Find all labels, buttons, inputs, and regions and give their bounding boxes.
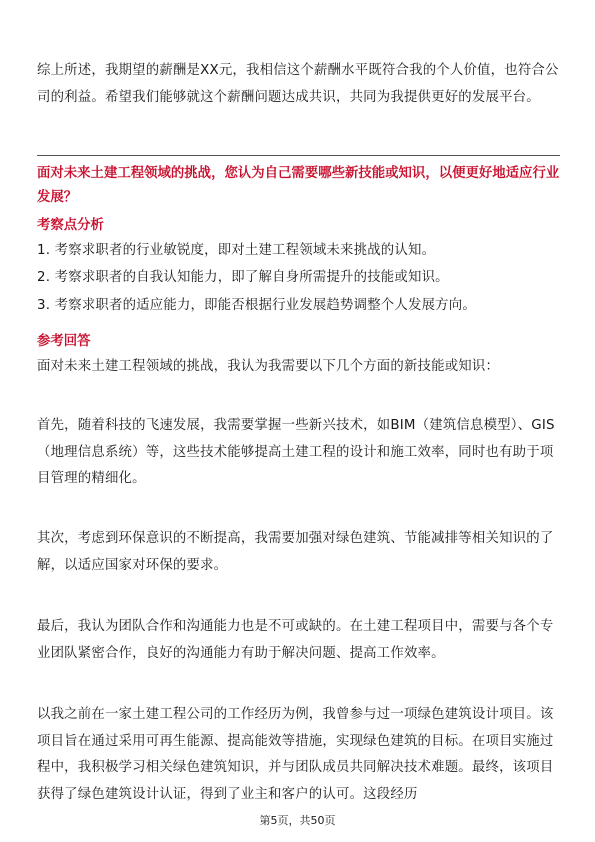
interview-question: 面对未来土建工程领域的挑战，您认为自己需要哪些新技能或知识，以便更好地适应行业发展？ [37, 166, 560, 205]
analysis-item: 2. 考察求职者的自我认知能力，即了解自身所需提升的技能或知识。 [37, 270, 449, 285]
answer-paragraph: 首先，随着科技的飞速发展，我需要掌握一些新兴技术，如BIM（建筑信息模型）、GIS（地理信息系统）等，这些技术能够提高土建工程的设计和施工效率，同时也有助于项目管理的精细化。 [37, 418, 555, 486]
answer-paragraph: 面对未来土建工程领域的挑战，我认为我需要以下几个方面的新技能或知识： [37, 359, 500, 374]
answer-heading: 参考回答 [37, 334, 91, 349]
answer-paragraph: 以我之前在一家土建工程公司的工作经历为例，我曾参与过一项绿色建筑设计项目。该项目旨在通过采用可再生能源、提高能效等措施，实现绿色建筑的目标。在项目实施过程中，我积极学习相关绿色建筑知识，并与团队成员共同解决技术难题。最终，该项目获得了绿色建筑设计认证，得到了业主和客户的认可。这段经历 [37, 707, 554, 802]
analysis-item: 3. 考察求职者的适应能力，即能否根据行业发展趋势调整个人发展方向。 [37, 298, 476, 313]
page-number: 第5页，共50页 [259, 814, 336, 827]
intro-paragraph: 综上所述，我期望的薪酬是XX元，我相信这个薪酬水平既符合我的个人价值，也符合公司的利益。希望我们能够就这个薪酬问题达成共识，共同为我提供更好的发展平台。 [37, 63, 559, 105]
answer-paragraph: 其次，考虑到环保意识的不断提高，我需要加强对绿色建筑、节能减排等相关知识的了解，以适应国家对环保的要求。 [37, 531, 554, 573]
analysis-item: 1. 考察求职者的行业敏锐度，即对土建工程领域未来挑战的认知。 [37, 243, 436, 258]
analysis-heading: 考察点分析 [37, 218, 104, 233]
section-divider [37, 155, 560, 156]
answer-paragraph: 最后，我认为团队合作和沟通能力也是不可或缺的。在土建工程项目中，需要与各个专业团队紧密合作，良好的沟通能力有助于解决问题、提高工作效率。 [37, 619, 554, 661]
